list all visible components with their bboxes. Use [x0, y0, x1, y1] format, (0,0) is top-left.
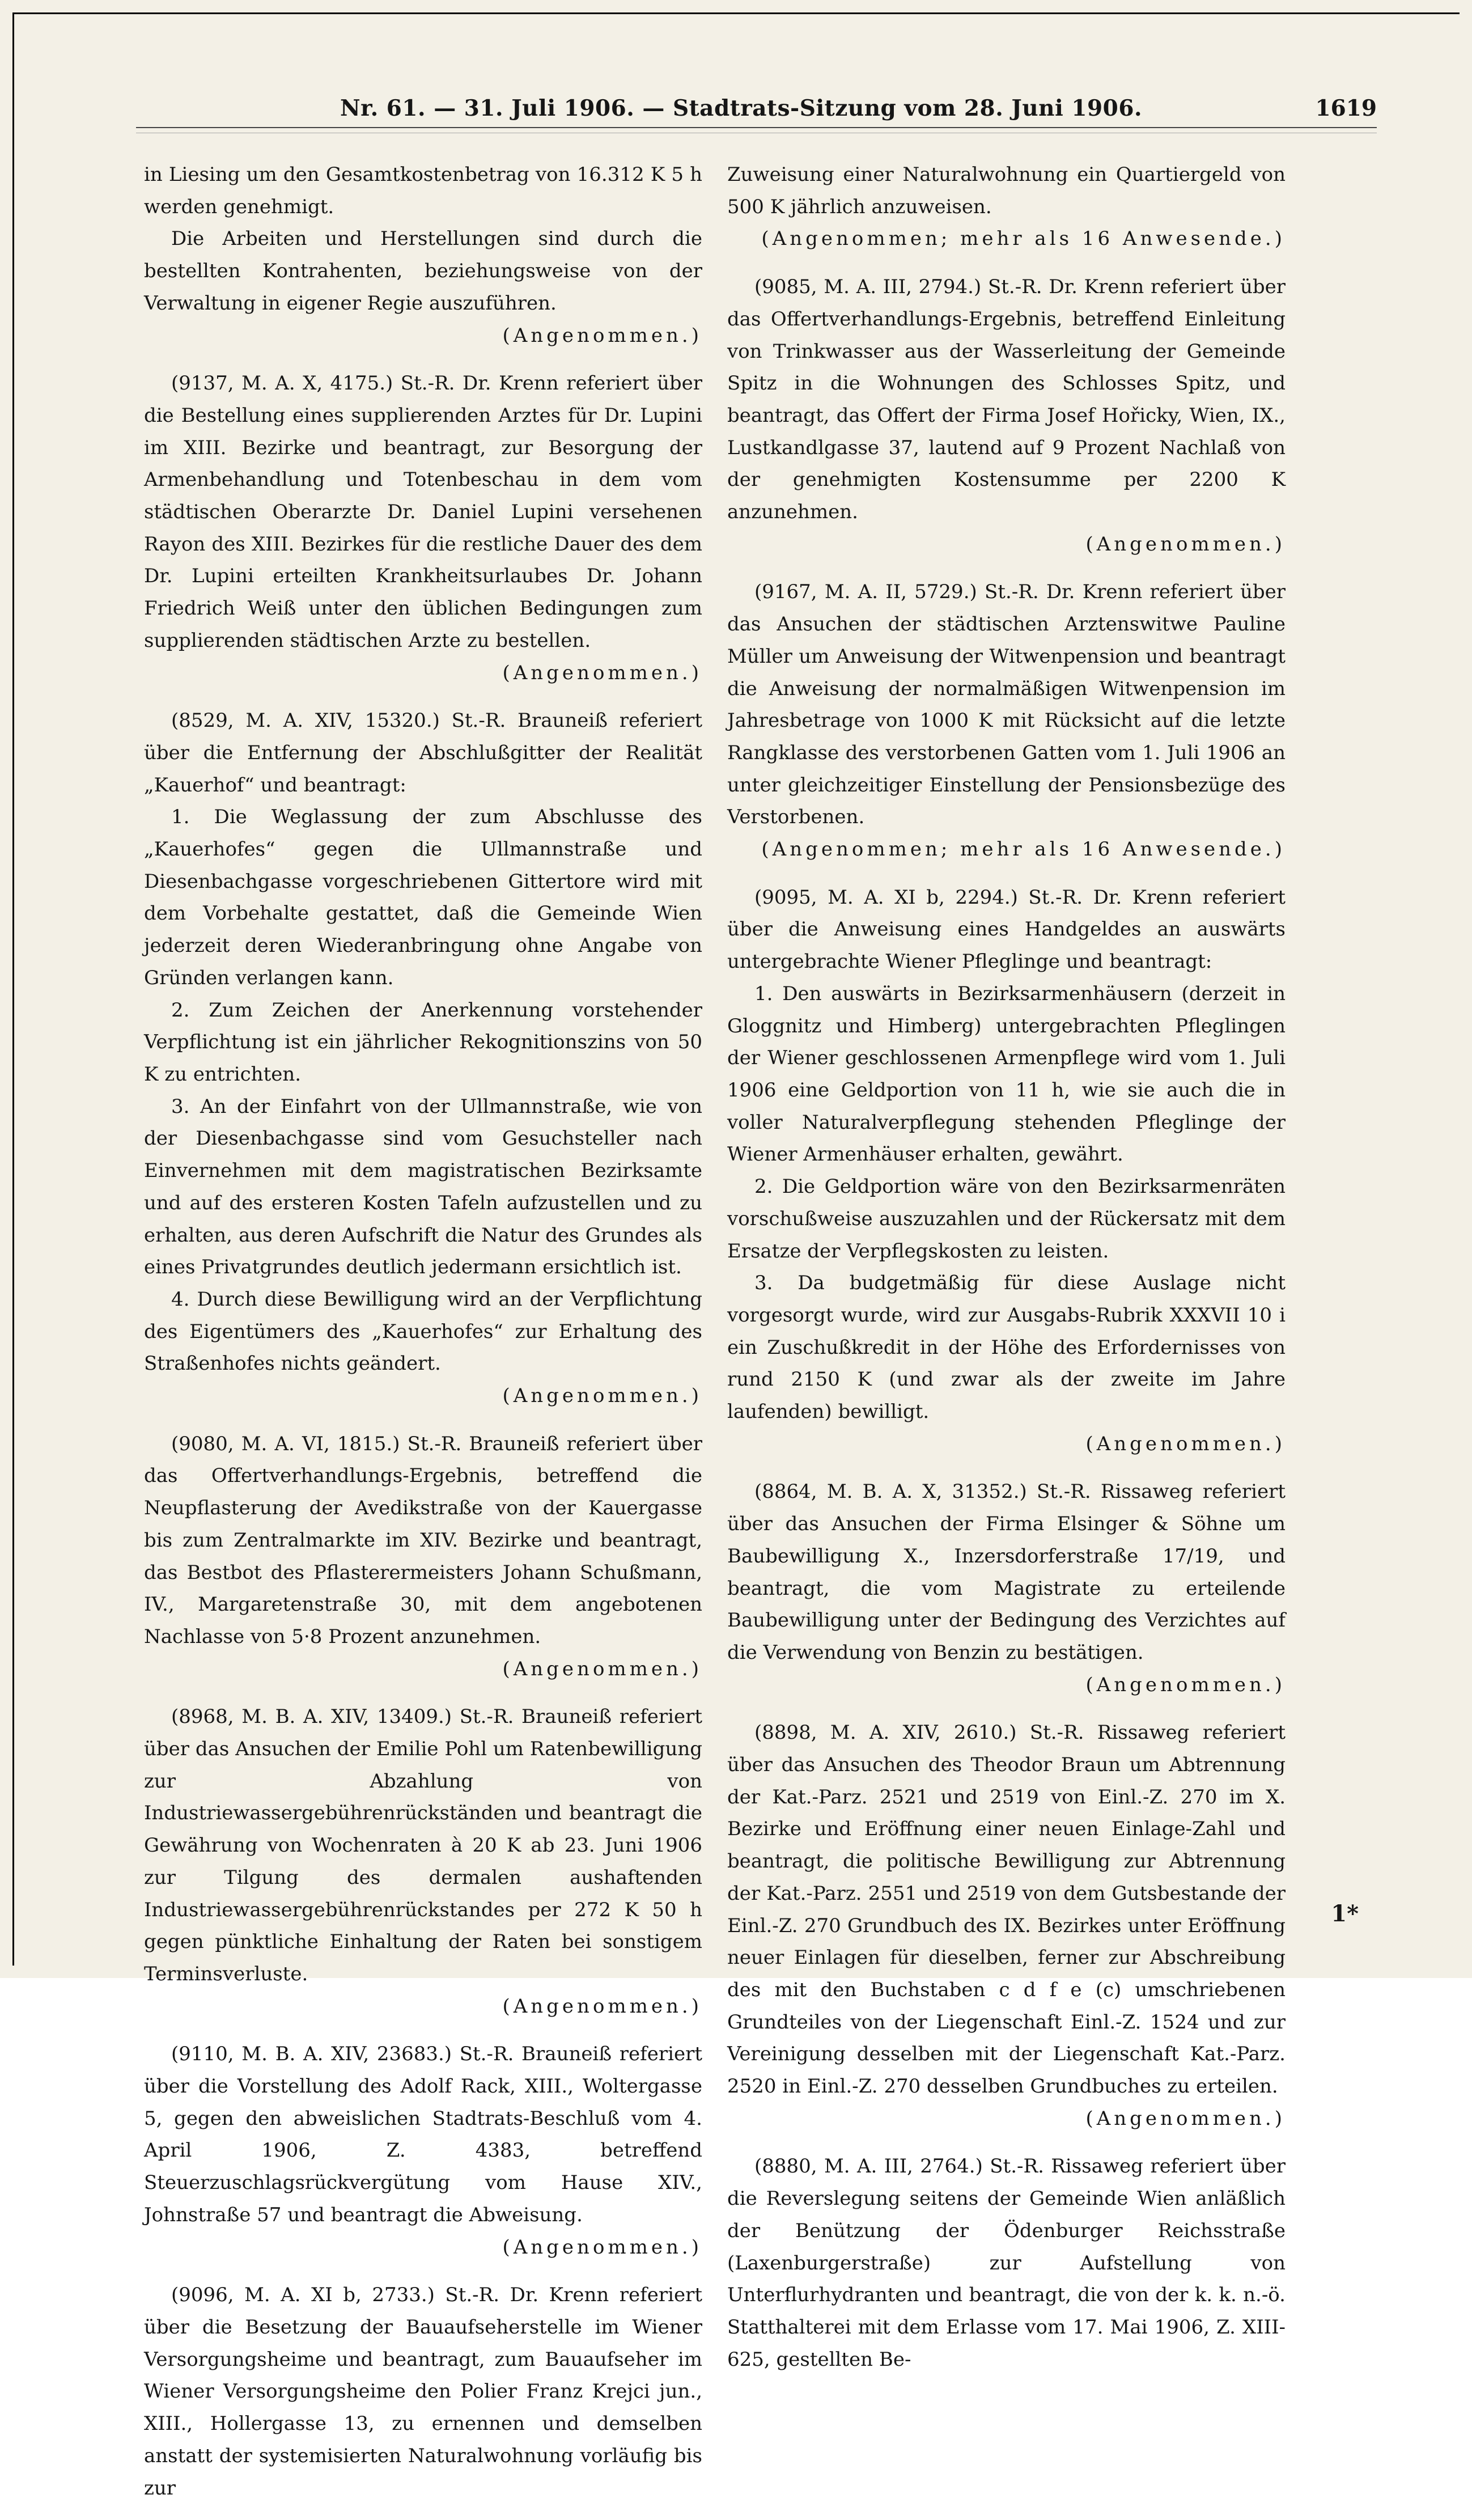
resolution-entry [144, 159, 702, 351]
entry-paragraph: (8968, M. B. A. XIV, 13409.) St.-R. Brauneiß referiert über das Ansuchen der Emilie Pohl um Ratenbewilligung zur Abzahlung von Industriewassergebührenrückständen und beantragt die Gewährung von Wochenraten à 20 K ab 23. Juni 1906 zur Tilgung des dermalen aushaftenden Industriewassergebührenrückstandes per 272 K 50 h gegen pünktliche Einhaltung der Raten bei sonstigem Terminsverluste. [144, 1705, 702, 1985]
resolution-entry [144, 1428, 702, 1685]
entry-paragraph: (8898, M. A. XIV, 2610.) St.-R. Rissaweg referiert über das Ansuchen des Theodor Braun um Abtrennung der Kat.-Parz. 2521 und 2519 von Einl.-Z. 270 im X. Bezirke und Eröffnung einer neuen Einlage-Zahl und beantragt, die politische Bewilligung zur Abtrennung der Kat.-Parz. 2551 und 2519 von dem Gutsbestande der Einl.-Z. 270 Grundbuch des IX. Bezirkes unter Eröffnung neuer Einlagen für dieselben, ferner zur Abschreibung des mit den Buchstaben c d f e (c) umschriebenen Grundteiles von der Liegenschaft Einl.-Z. 1524 und zur Vereinigung desselben mit der Liegenschaft Kat.-Parz. 2520 in Einl.-Z. 270 desselben Grundbuches zu erteilen. [727, 1721, 1286, 2098]
entry-paragraph: (9096, M. A. XI b, 2733.) St.-R. Dr. Krenn referiert über die Besetzung der Bauaufseherstelle im Wiener Versorgungsheime und beantragt, zum Bauaufseher im Wiener Versorgungsheime den Polier Franz Krejci jun., XIII., Hollergasse 13, zu ernennen und demselben anstatt der systemisierten Naturalwohnung vorläufig bis zur [144, 2284, 702, 2500]
entry-paragraph: 3. An der Einfahrt von der Ullmannstraße, wie von der Diesenbachgasse sind vom Gesuchsteller nach Einvernehmen mit dem magistratischen Bezirksamte und auf des ersteren Kosten Tafeln aufzustellen und zu erhalten, aus deren Aufschrift die Natur des Grundes als eines Privatgrundes deutlich jedermann ersichtlich ist. [144, 1095, 702, 1279]
entry-paragraph: 1. Den auswärts in Bezirksarmenhäusern (derzeit in Gloggnitz und Himberg) untergebrachten Pfleglingen der Wiener geschlossenen Armenpflege wird vom 1. Juli 1906 eine Geldportion von 11 h, wie sie auch die in voller Naturalverpflegung stehenden Pfleglinge der Wiener Armenhäuser erhalten, gewährt. [727, 982, 1286, 1166]
resolution-result: (Angenommen.) [502, 324, 702, 347]
resolution-entry [144, 367, 702, 689]
entry-paragraph: 4. Durch diese Bewilligung wird an der Verpflichtung des Eigentümers des „Kauerhofes“ zur Erhaltung des Straßenhofes nichts geändert. [144, 1287, 702, 1375]
resolution-entry [144, 2279, 702, 2504]
resolution-entry [144, 1701, 702, 2022]
entry-paragraph: (8864, M. B. A. X, 31352.) St.-R. Rissaweg referiert über das Ansuchen der Firma Elsinger & Söhne um Baubewilligung X., Inzersdorferstraße 17/19, und beantragt, die vom Magistrate zu erteilende Baubewilligung unter der Bedingung des Verzichtes auf die Verwendung von Benzin zu bestätigen. [727, 1480, 1286, 1664]
entry-paragraph: (8880, M. A. III, 2764.) St.-R. Rissaweg referiert über die Reverslegung seitens der Gemeinde Wien anläßlich der Benützung der Ödenburger Reichsstraße (Laxenburgerstraße) zur Aufstellung von Unterflurhydranten und beantragt, die von der k. k. n.-ö. Statthalterei mit dem Erlasse vom 17. Mai 1906, Z. XIII-625, gestellten Be- [727, 2155, 1286, 2371]
resolution-entry [144, 705, 702, 1412]
resolution-result: (Angenommen.) [502, 1384, 702, 1408]
entry-paragraph: 2. Die Geldportion wäre von den Bezirksarmenräten vorschußweise auszuzahlen und der Rückersatz mit dem Ersatze der Verpflegskosten zu leisten. [727, 1175, 1286, 1263]
left-column [144, 159, 702, 2520]
resolution-result: (Angenommen; mehr als 16 Anwesende.) [761, 227, 1286, 251]
entry-paragraph: (9110, M. B. A. XIV, 23683.) St.-R. Brauneiß referiert über die Vorstellung des Adolf Rack, XIII., Woltergasse 5, gegen den abweislichen Stadtrats-Beschluß vom 4. April 1906, Z. 4383, betreffend Steuerzuschlagsrückvergütung vom Hause XIV., Johnstraße 57 und beantragt die Abweisung. [144, 2043, 702, 2226]
right-column [727, 159, 1286, 2391]
resolution-result: (Angenommen.) [502, 2235, 702, 2259]
resolution-result: (Angenommen; mehr als 16 Anwesende.) [761, 838, 1286, 861]
entry-paragraph: (9167, M. A. II, 5729.) St.-R. Dr. Krenn referiert über das Ansuchen der städtischen Arztenswitwe Pauline Müller um Anweisung der Witwenpension und beantragt die Anweisung der normalmäßigen Witwenpension im Jahresbetrage von 1000 K mit Rücksicht auf die letzte Rangklasse des verstorbenen Gatten vom 1. Juli 1906 an unter gleichzeitiger Einstellung der Pensionsbezüge des Verstorbenen. [727, 581, 1286, 829]
resolution-result: (Angenommen.) [1085, 1673, 1286, 1696]
entry-paragraph: 1. Die Weglassung der zum Abschlusse des „Kauerhofes“ gegen die Ullmannstraße und Diesenbachgasse vorgeschriebenen Gittertore wird mit dem Vorbehalte gestattet, daß die Gemeinde Wien jederzeit deren Wiederanbringung ohne Angabe von Gründen verlangen kann. [144, 806, 702, 989]
entry-paragraph: 3. Da budgetmäßig für diese Auslage nicht vorgesorgt wurde, wird zur Ausgabs-Rubrik XXXVII 10 i ein Zuschußkredit in der Höhe des Erfordernisses von rund 2150 K (und zwar als der zweite im Jahre laufenden) bewilligt. [727, 1272, 1286, 1424]
resolution-result: (Angenommen.) [502, 1657, 702, 1680]
signature-mark: 1* [1331, 1900, 1359, 1927]
resolution-entry [144, 2038, 702, 2263]
entry-paragraph: (9080, M. A. VI, 1815.) St.-R. Brauneiß referiert über das Offertverhandlungs-Ergebnis, betreffend die Neupflasterung der Avedikstraße von der Kauergasse bis zum Zentralmarkte im XIV. Bezirke und beantragt, das Bestbot des Pflasterermeisters Johann Schußmann, IV., Margaretenstraße 30, mit dem angebotenen Nachlasse von 5·8 Prozent anzunehmen. [144, 1432, 702, 1648]
resolution-entry [727, 2150, 1286, 2375]
page-header [136, 84, 1377, 124]
resolution-result: (Angenommen.) [1085, 2107, 1286, 2130]
entry-paragraph: (9085, M. A. III, 2794.) St.-R. Dr. Krenn referiert über das Offertverhandlungs-Ergebnis, betreffend Einleitung von Trinkwasser aus der Wasserleitung der Gemeinde Spitz in die Wohnungen des Schlosses Spitz, und beantragt, das Offert der Firma Josef Hořicky, Wien, IX., Lustkandlgasse 37, lautend auf 9 Prozent Nachlaß von der genehmigten Kostensumme per 2200 K anzunehmen. [727, 276, 1286, 524]
entry-paragraph: (9095, M. A. XI b, 2294.) St.-R. Dr. Krenn referiert über die Anweisung eines Handgeldes an auswärts untergebrachte Wiener Pfleglinge und beantragt: [727, 886, 1286, 973]
entry-paragraph: (9137, M. A. X, 4175.) St.-R. Dr. Krenn referiert über die Bestellung eines supplierenden Arztes für Dr. Lupini im XIII. Bezirke und beantragt, zur Besorgung der Armenbehandlung und Totenbeschau in dem vom städtischen Oberarzte Dr. Daniel Lupini versehenen Rayon des XIII. Bezirkes für die restliche Dauer des dem Dr. Lupini erteilten Krankheitsurlaubes Dr. Johann Friedrich Weiß unter den üblichen Bedingungen zum supplierenden städtischen Arzte zu bestellen. [144, 372, 702, 652]
entry-paragraph: Zuweisung einer Naturalwohnung ein Quartiergeld von 500 K jährlich anzuweisen. [727, 163, 1286, 218]
entry-paragraph: 2. Zum Zeichen der Anerkennung vorstehender Verpflichtung ist ein jährlicher Rekognitionszins von 50 K zu entrichten. [144, 998, 702, 1086]
resolution-entry [727, 1476, 1286, 1701]
resolution-entry [727, 271, 1286, 560]
entry-paragraph: in Liesing um den Gesamtkostenbetrag von 16.312 K 5 h werden genehmigt. [144, 163, 702, 218]
resolution-entry [727, 159, 1286, 255]
resolution-result: (Angenommen.) [502, 661, 702, 684]
resolution-entry [727, 882, 1286, 1460]
resolution-result: (Angenommen.) [502, 1994, 702, 2018]
header-rule [136, 127, 1377, 133]
resolution-result: (Angenommen.) [1085, 1432, 1286, 1455]
resolution-entry [727, 1717, 1286, 2134]
page-number: 1619 [1315, 95, 1377, 121]
entry-paragraph: Die Arbeiten und Herstellungen sind durch die bestellten Kontrahenten, beziehungsweise von der Verwaltung in eigener Regie auszuführen. [144, 227, 702, 315]
entry-paragraph: (8529, M. A. XIV, 15320.) St.-R. Brauneiß referiert über die Entfernung der Abschlußgitter der Realität „Kauerhof“ und beantragt: [144, 709, 702, 797]
resolution-result: (Angenommen.) [1085, 532, 1286, 556]
running-head: Nr. 61. — 31. Juli 1906. — Stadtrats-Sitzung vom 28. Juni 1906. [340, 95, 1143, 121]
resolution-entry [727, 576, 1286, 865]
